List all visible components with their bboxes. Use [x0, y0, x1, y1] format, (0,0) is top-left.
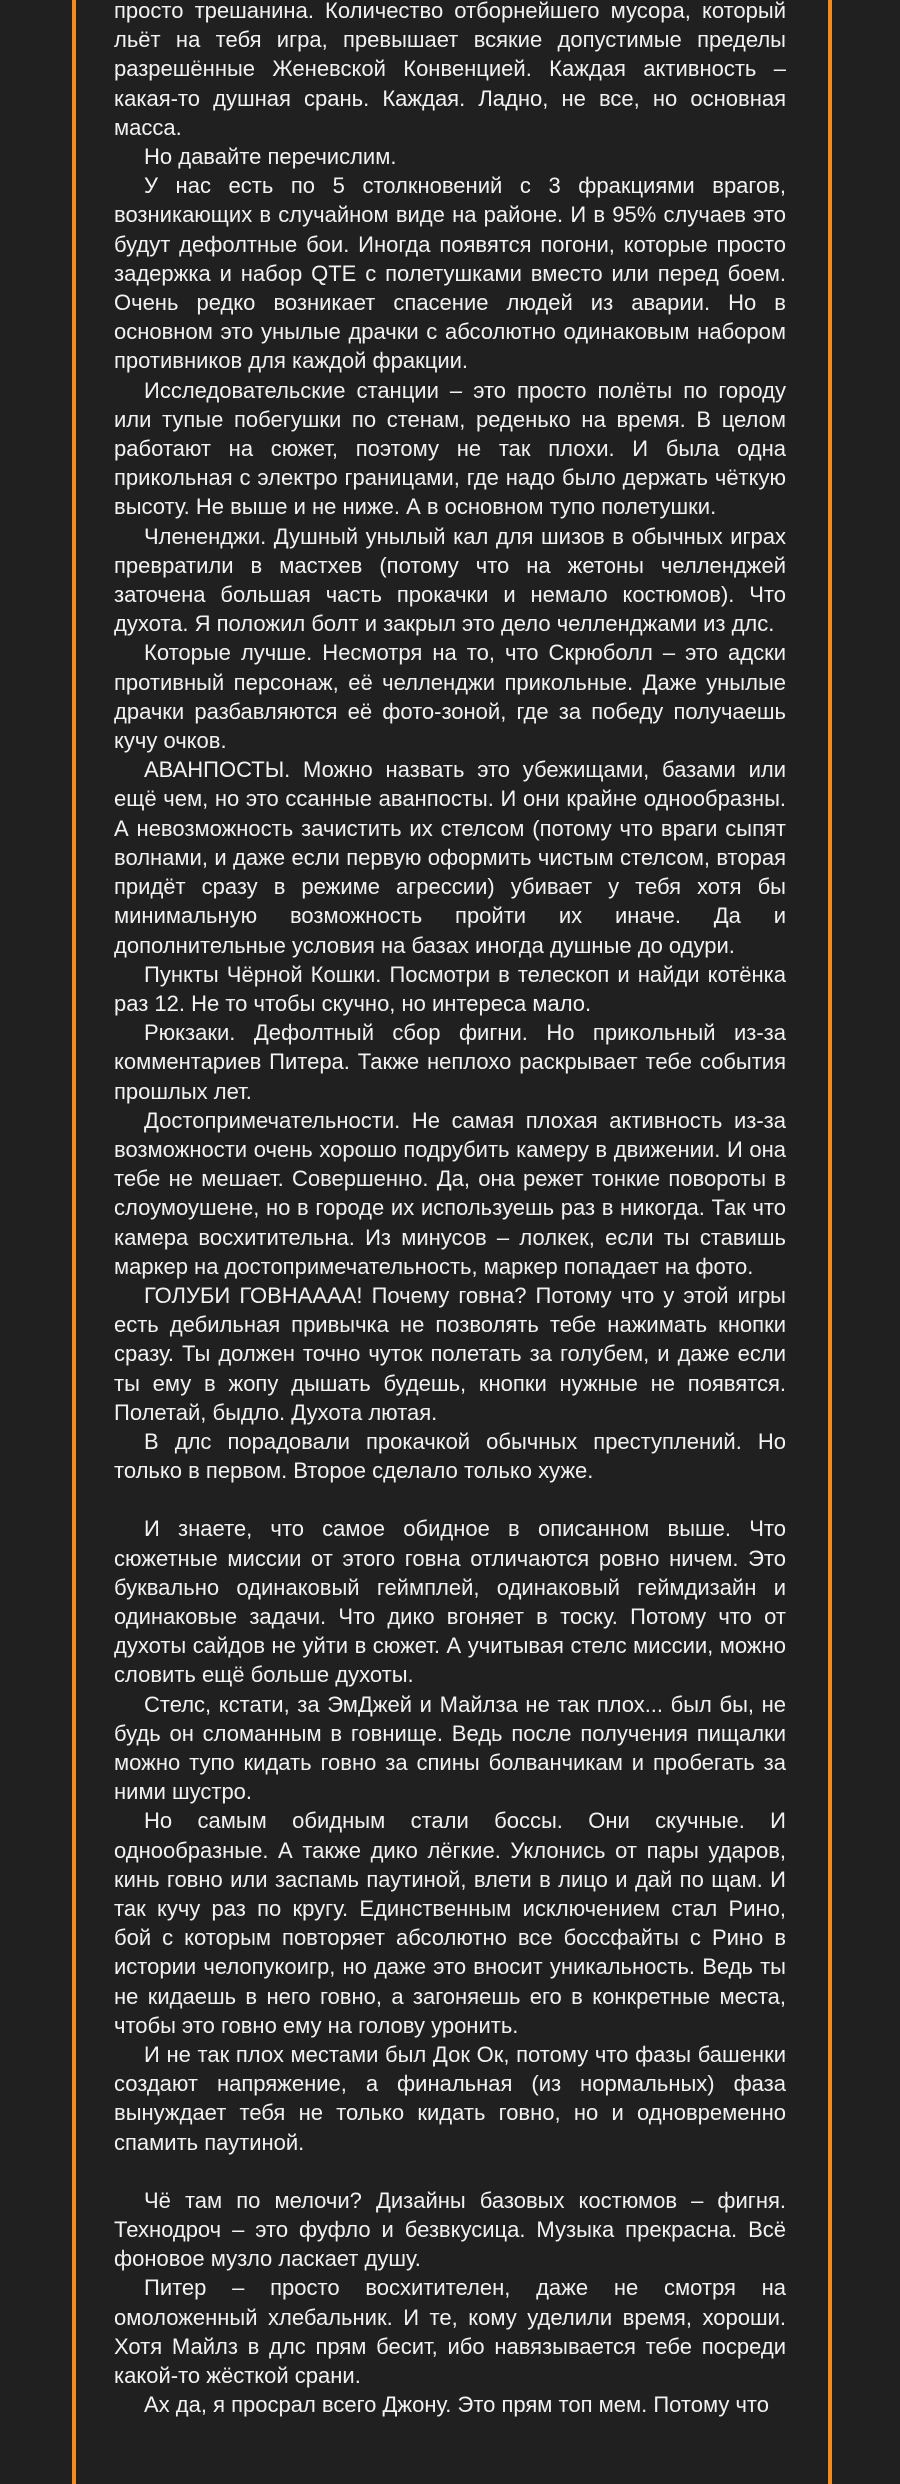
- section-gap: [114, 2157, 786, 2186]
- paragraph: ГОЛУБИ ГОВНАААА! Почему говна? Потому что у этой игры есть дебильная привычка не позволять тебе нажимать кнопки сразу. Ты должен точно чуток полетать за голубем, и даже если ты ему в жопу дышать будешь, кнопки нужные не появятся. Полетай, быдло. Духота лютая.: [114, 1282, 786, 1425]
- article-body: [114, 0, 786, 2419]
- paragraph: Питер – просто восхитителен, даже не смотря на омоложенный хлебальник. И те, кому уделили время, хороши. Хотя Майлз в длс прям бесит, ибо навязывается тебе посреди какой-то жёсткой срани.: [114, 2275, 786, 2389]
- paragraph: Стелс, кстати, за ЭмДжей и Майлза не так плох... был бы, не будь он сломанным в говнище. Ведь после получения пищалки можно тупо кидать говно за спины болванчикам и пробегать за ними шустро.: [114, 1691, 786, 1805]
- paragraph: Ах да, я просрал всего Джону. Это прям топ мем. Потому что: [144, 2392, 769, 2418]
- paragraph: Но давайте перечислим.: [144, 144, 397, 170]
- paragraph: Рюкзаки. Дефолтный сбор фигни. Но прикольный из-за комментариев Питера. Также неплохо раскрывает тебе события прошлых лет.: [114, 1020, 786, 1104]
- paragraph: Достопримечательности. Не самая плохая активность из-за возможности очень хорошо подрубить камеру в движении. И она тебе не мешает. Совершенно. Да, она режет тонкие повороты в слоумоушене, но в городе их используешь раз в никогда. Так что камера восхитительна. Из минусов – лолкек, если ты ставишь маркер на достопримечательность, маркер попадает на фото.: [114, 1107, 786, 1279]
- paragraph: Которые лучше. Несмотря на то, что Скрюболл – это адски противный персонаж, её челленджи прикольные. Даже унылые драчки разбавляются её фото-зоной, где за победу получаешь кучу очков.: [114, 640, 786, 754]
- paragraph: Исследовательские станции – это просто полёты по городу или тупые побегушки по стенам, реденько на время. В целом работают на сюжет, поэтому не так плохи. И была одна прикольная с электро границами, где надо было держать чёткую высоту. Не выше и не ниже. А в основном тупо полетушки.: [114, 377, 786, 520]
- paragraph: У нас есть по 5 столкновений с 3 фракциями врагов, возникающих в случайном виде на районе. И в 95% случаев это будут дефолтные бои. Иногда появятся погони, которые просто задержка и набор QTE с полетушками вместо или перед боем. Очень редко возникает спасение людей из аварии. Но в основном это унылые драчки с абсолютно одинаковым набором противников для каждой фракции.: [114, 173, 786, 374]
- paragraph: Пункты Чёрной Кошки. Посмотри в телескоп и найди котёнка раз 12. Не то чтобы скучно, но интереса мало.: [114, 961, 786, 1016]
- paragraph: Члененджи. Душный унылый кал для шизов в обычных играх превратили в мастхев (потому что на жетоны челленджей заточена большая часть прокачки и немало костюмов). Что духота. Я положил болт и закрыл это дело челленджами из длс.: [114, 523, 786, 637]
- paragraph: просто трешанина. Количество отборнейшего мусора, который льёт на тебя игра, превышает всякие допустимые пределы разрешённые Женевской Конвенцией. Каждая активность – какая-то душная срань. Каждая. Ладно, не все, но основная масса.: [114, 0, 786, 140]
- paragraph: И знаете, что самое обидное в описанном выше. Что сюжетные миссии от этого говна отличаются ровно ничем. Это буквально одинаковый геймплей, одинаковый геймдизайн и одинаковые задачи. Что дико вгоняет в тоску. Потому что от духоты сайдов не уйти в сюжет. А учитывая стелс миссии, можно словить ещё больше духоты.: [114, 1516, 786, 1688]
- paragraph: АВАНПОСТЫ. Можно назвать это убежищами, базами или ещё чем, но это ссанные аванпосты. И они крайне однообразны. А невозможность зачистить их стелсом (потому что враги сыпят волнами, и даже если первую оформить чистым стелсом, вторая придёт сразу в режиме агрессии) убивает у тебя хотя бы минимальную возможность пройти их иначе. Да и дополнительные условия на базах иногда душные до одури.: [114, 757, 786, 958]
- paragraph: И не так плох местами был Док Ок, потому что фазы башенки создают напряжение, а финальная (из нормальных) фаза вынуждает тебя не только кидать говно, но и одновременно спамить паутиной.: [114, 2042, 786, 2155]
- paragraph: В длс порадовали прокачкой обычных преступлений. Но только в первом. Второе сделало только хуже.: [114, 1428, 786, 1484]
- paragraph: Чё там по мелочи? Дизайны базовых костюмов – фигня. Технодроч – это фуфло и безвкусица. Музыка прекрасна. Всё фоновое музло ласкает душу.: [114, 2187, 786, 2272]
- paragraph: Но самым обидным стали боссы. Они скучные. И однообразные. А также дико лёгкие. Уклонись от пары ударов, кинь говно или заспамь паутиной, влети в лицо и дай по щам. И так кучу раз по кругу. Единственным исключением стал Рино, бой с которым повторяет абсолютно все боссфайты с Рино в истории челопукоигр, но даже это вносит уникальность. Ведь ты не кидаешь в него говно, а загоняешь его в конкретные места, чтобы это говно ему на голову уронить.: [114, 1808, 786, 2038]
- section-gap: [114, 1485, 786, 1514]
